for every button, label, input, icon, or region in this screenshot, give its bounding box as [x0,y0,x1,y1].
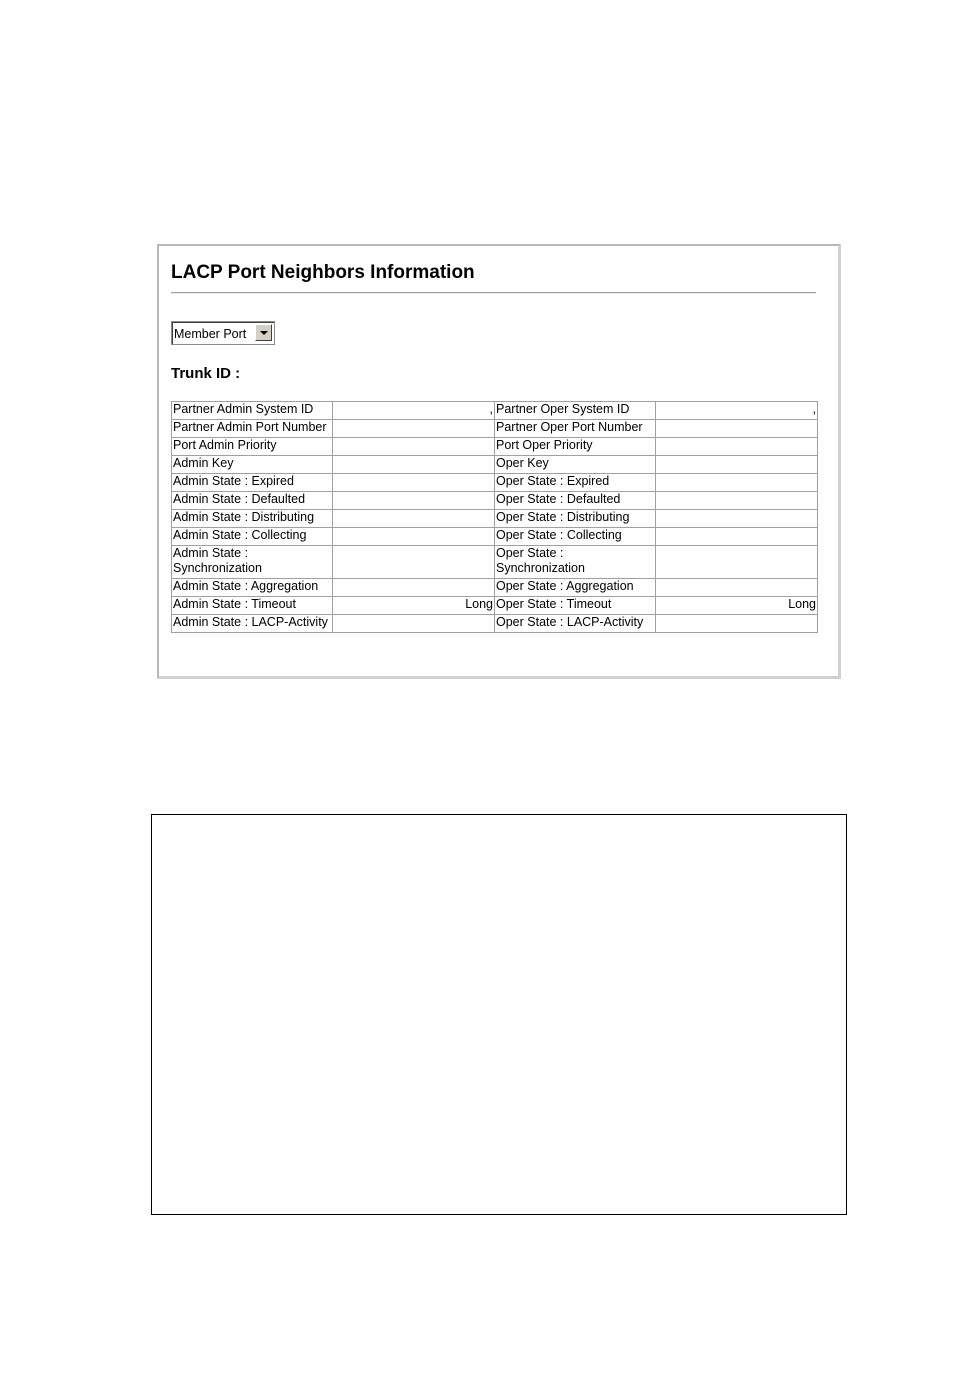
row-value: , [333,402,495,420]
row-label: Admin State : Distributing [172,510,333,528]
row-value [656,474,818,492]
table-row [172,402,818,420]
row-label: Admin State : Collecting [172,528,333,546]
row-label: Admin State : Defaulted [172,492,333,510]
row-label: Oper State : Collecting [495,528,656,546]
table-row [172,456,818,474]
page-title: LACP Port Neighbors Information [171,262,475,283]
row-value [333,492,495,510]
row-value [656,546,818,579]
row-label: Admin State : Aggregation [172,579,333,597]
row-label: Oper State : Timeout [495,597,656,615]
row-value [656,615,818,633]
row-value [333,438,495,456]
row-label: Admin State : Synchronization [172,546,333,579]
table-row [172,510,818,528]
lacp-neighbors-panel [157,244,841,679]
row-value [656,456,818,474]
row-value [333,456,495,474]
row-label: Oper Key [495,456,656,474]
table-row [172,528,818,546]
row-value [333,528,495,546]
row-value: Long [333,597,495,615]
trunk-id-label: Trunk ID : [171,365,241,382]
neighbors-info-table [171,401,818,633]
row-label: Partner Oper Port Number [495,420,656,438]
row-label: Partner Admin System ID [172,402,333,420]
row-label: Oper State : Aggregation [495,579,656,597]
row-value [333,579,495,597]
chevron-down-icon[interactable] [255,324,272,341]
row-label: Admin State : LACP-Activity [172,615,333,633]
table-row [172,474,818,492]
row-label: Oper State : Synchronization [495,546,656,579]
member-port-select[interactable] [171,321,275,345]
table-row [172,597,818,615]
empty-content-box [151,814,847,1215]
table-row [172,546,818,579]
table-row [172,438,818,456]
row-value [656,528,818,546]
row-value: , [656,402,818,420]
member-port-select-value: Member Port [174,327,247,341]
row-value [656,492,818,510]
table-row [172,420,818,438]
row-value [333,546,495,579]
table-row [172,579,818,597]
row-value [656,510,818,528]
title-divider [171,292,816,294]
row-label: Oper State : Expired [495,474,656,492]
row-label: Partner Admin Port Number [172,420,333,438]
row-label: Admin Key [172,456,333,474]
row-label: Port Oper Priority [495,438,656,456]
row-label: Partner Oper System ID [495,402,656,420]
row-value [333,615,495,633]
row-value [656,420,818,438]
row-value [333,474,495,492]
row-label: Port Admin Priority [172,438,333,456]
row-label: Oper State : LACP-Activity [495,615,656,633]
row-label: Admin State : Expired [172,474,333,492]
row-value [656,579,818,597]
table-row [172,615,818,633]
row-label: Admin State : Timeout [172,597,333,615]
row-value [333,420,495,438]
row-label: Oper State : Distributing [495,510,656,528]
table-row [172,492,818,510]
row-value [656,438,818,456]
row-value [333,510,495,528]
row-value: Long [656,597,818,615]
row-label: Oper State : Defaulted [495,492,656,510]
